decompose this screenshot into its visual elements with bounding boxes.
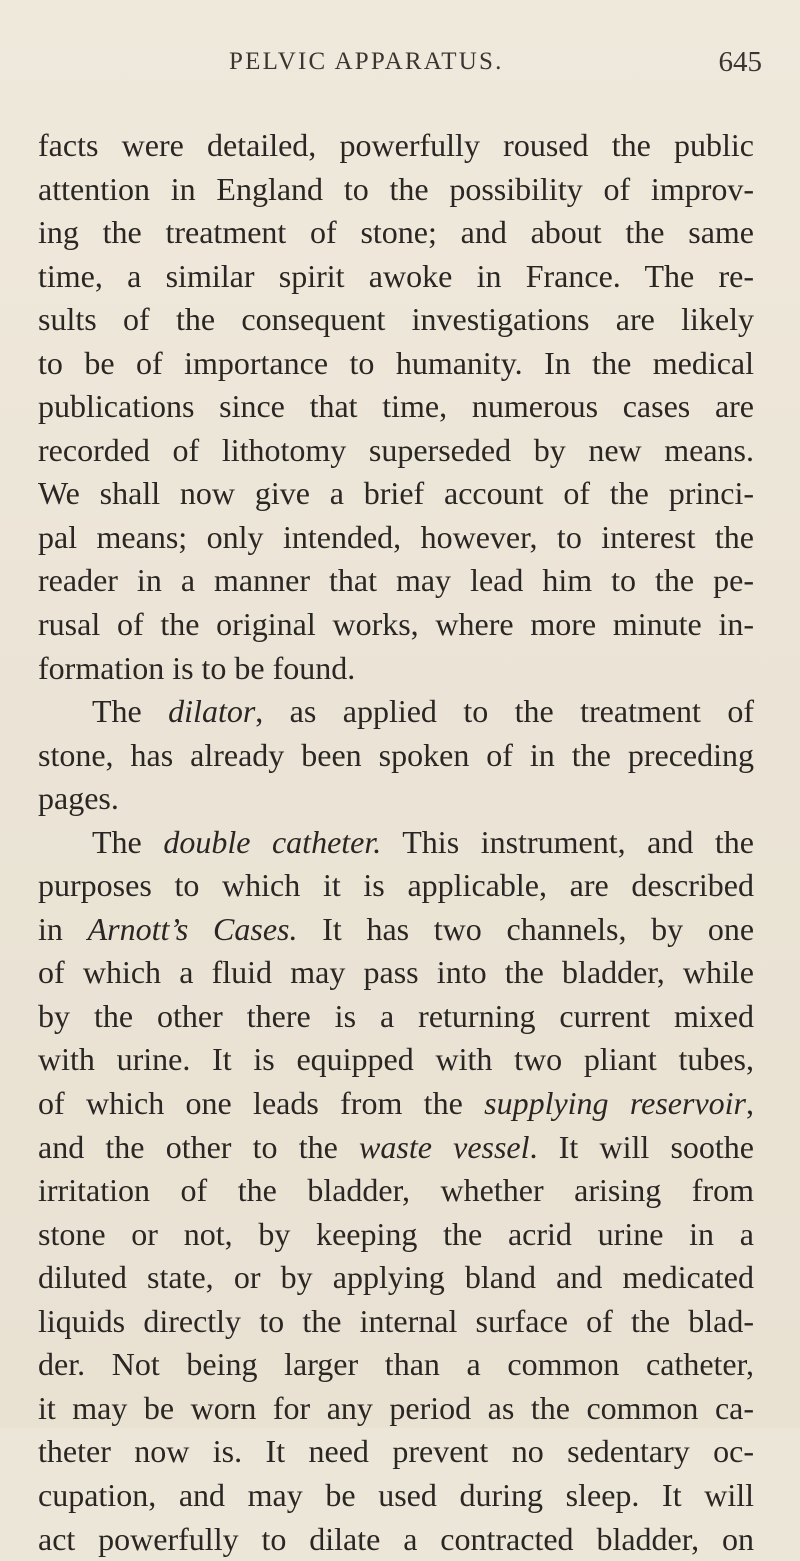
- text-line: with urine. It is equipped with two pliant tubes,: [38, 1038, 754, 1082]
- text-line: cupation, and may be used during sleep. It will: [38, 1474, 754, 1518]
- text-line: of which one leads from the supplying reservoir,: [38, 1082, 754, 1126]
- text-line: We shall now give a brief account of the princi-: [38, 472, 754, 516]
- text-line: formation is to be found.: [38, 647, 754, 691]
- italic-term: double catheter.: [163, 824, 381, 860]
- italic-term: supplying reservoir: [484, 1085, 746, 1121]
- text-line: The dilator, as applied to the treatment of: [38, 690, 754, 734]
- text-line: theter now is. It need prevent no sedentary oc-: [38, 1430, 754, 1474]
- running-head: [0, 48, 800, 88]
- text-line: time, a similar spirit awoke in France. The re-: [38, 255, 754, 299]
- italic-term: Arnott’s Cases.: [88, 911, 298, 947]
- text-line: and the other to the waste vessel. It will soothe: [38, 1126, 754, 1170]
- text-line: liquids directly to the internal surface of the blad-: [38, 1300, 754, 1344]
- text-line: pages.: [38, 777, 754, 821]
- body-text: [38, 124, 754, 1561]
- text-line: The double catheter. This instrument, and the: [38, 821, 754, 865]
- text-line: der. Not being larger than a common catheter,: [38, 1343, 754, 1387]
- text-line: rusal of the original works, where more minute in-: [38, 603, 754, 647]
- italic-term: dilator: [168, 693, 255, 729]
- text-line: facts were detailed, powerfully roused the public: [38, 124, 754, 168]
- italic-term: waste vessel: [359, 1129, 530, 1165]
- text-line: ing the treatment of stone; and about the same: [38, 211, 754, 255]
- text-line: diluted state, or by applying bland and medicated: [38, 1256, 754, 1300]
- text-line: stone, has already been spoken of in the preceding: [38, 734, 754, 778]
- text-line: it may be worn for any period as the common ca-: [38, 1387, 754, 1431]
- text-line: attention in England to the possibility of improv-: [38, 168, 754, 212]
- text-line: act powerfully to dilate a contracted bladder, on: [38, 1518, 754, 1561]
- text-line: stone or not, by keeping the acrid urine in a: [38, 1213, 754, 1257]
- text-line: of which a fluid may pass into the bladder, while: [38, 951, 754, 995]
- text-line: publications since that time, numerous cases are: [38, 385, 754, 429]
- text-line: purposes to which it is applicable, are described: [38, 864, 754, 908]
- running-title: PELVIC APPARATUS.: [229, 48, 504, 76]
- text-line: in Arnott’s Cases. It has two channels, by one: [38, 908, 754, 952]
- text-line: by the other there is a returning current mixed: [38, 995, 754, 1039]
- text-line: irritation of the bladder, whether arising from: [38, 1169, 754, 1213]
- text-line: reader in a manner that may lead him to the pe-: [38, 559, 754, 603]
- text-line: to be of importance to humanity. In the medical: [38, 342, 754, 386]
- text-line: pal means; only intended, however, to interest the: [38, 516, 754, 560]
- page-number: 645: [719, 46, 763, 79]
- text-line: recorded of lithotomy superseded by new means.: [38, 429, 754, 473]
- text-line: sults of the consequent investigations are likely: [38, 298, 754, 342]
